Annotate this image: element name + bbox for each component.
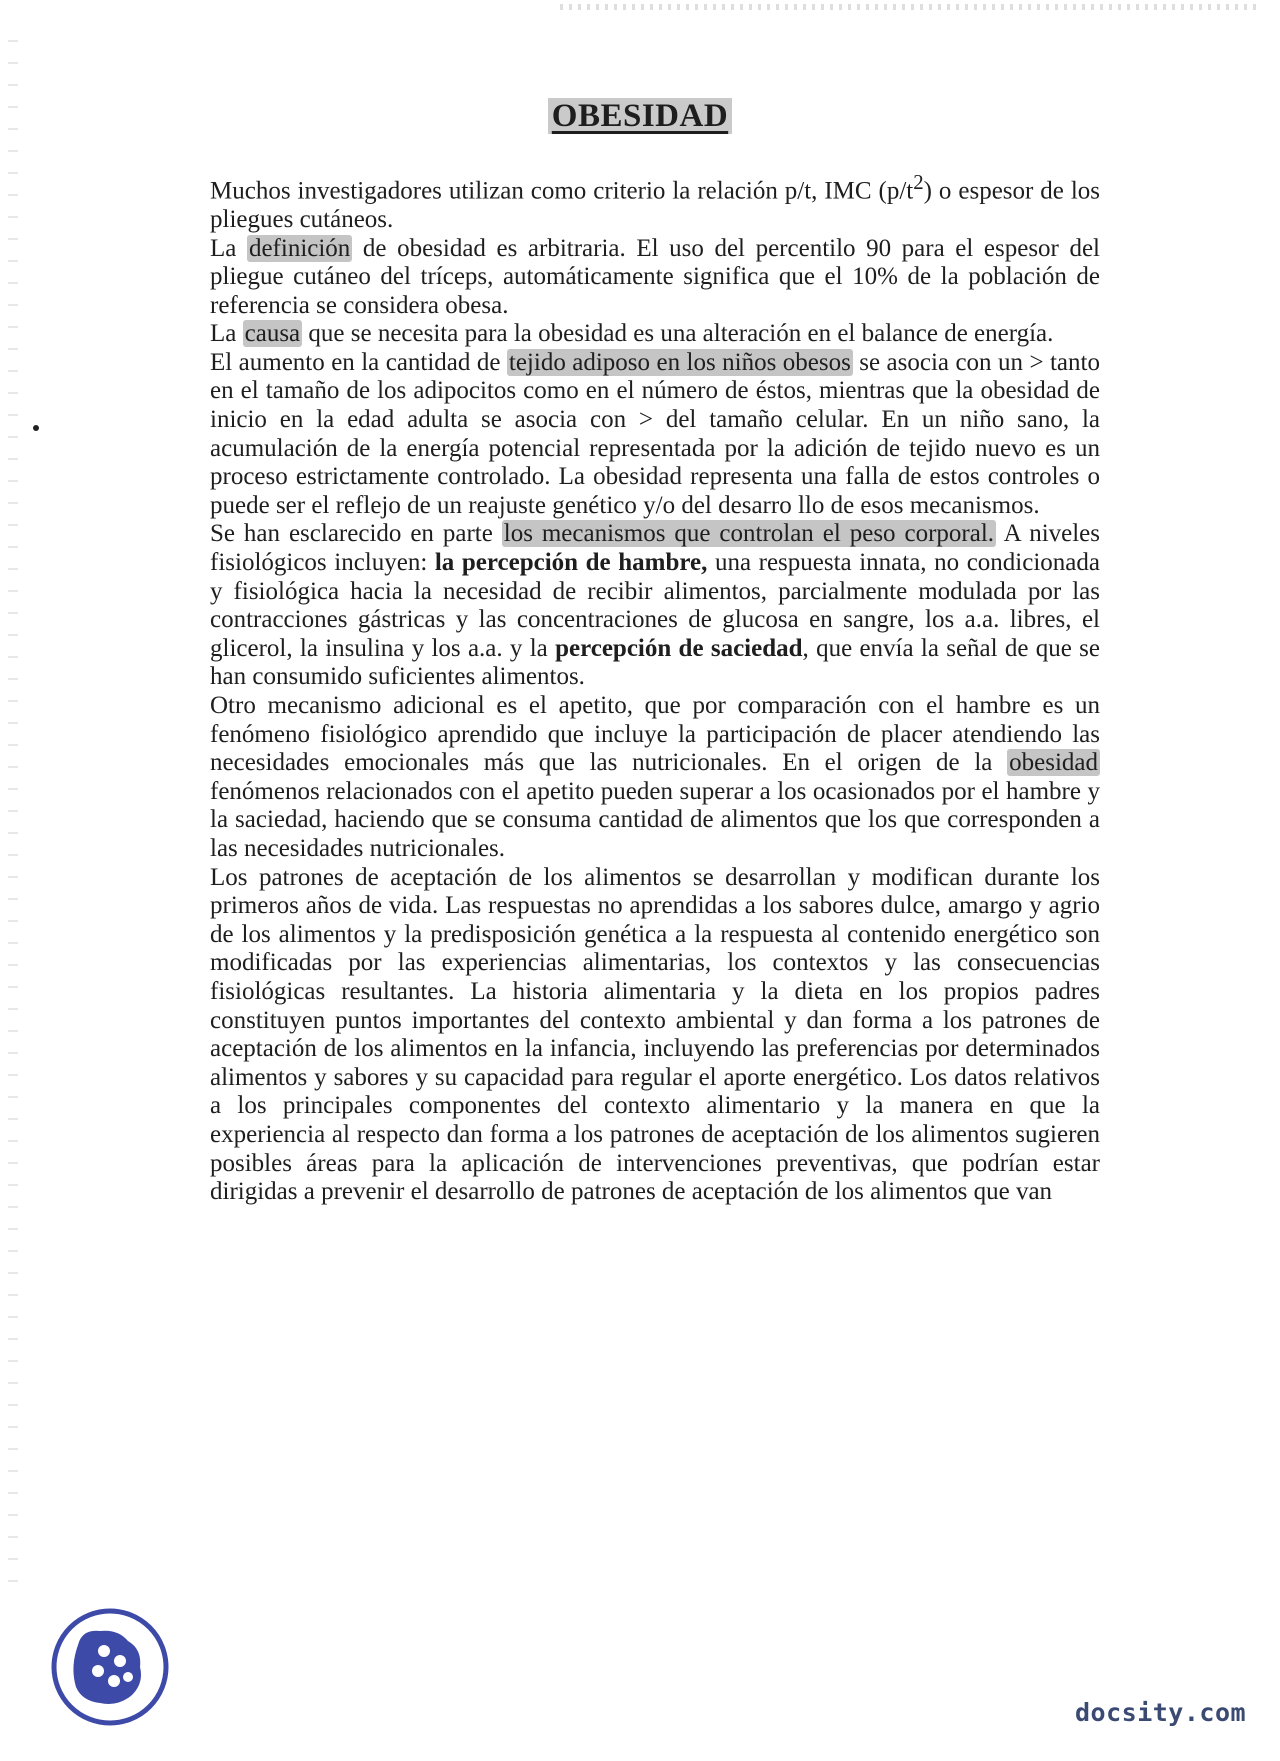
paragraph-text: de obesidad es arbitraria. El uso del percentilo 90 para el espesor del pliegue cutáneo del tríceps, automáticamente significa que el 10% de la población de referencia se considera obesa.: [210, 234, 1100, 319]
bold-text: percepción de saciedad: [555, 634, 803, 662]
document-body: [210, 168, 1100, 1207]
bold-text: la percepción de hambre,: [434, 549, 708, 577]
paragraph: [210, 349, 1100, 521]
docsity-logo-icon: [48, 1605, 172, 1729]
paragraph-text: Otro mecanismo adicional es el apetito, que por comparación con el hambre es un fenómeno fisiológico aprendido que incluye la participación de placer atendiendo las necesidades emocionales más que las nutricionales. En el origen de la: [210, 692, 1100, 777]
paragraph-text: El aumento en la cantidad de: [210, 348, 507, 376]
highlighted-text: definición: [248, 234, 351, 262]
paragraph-text: , que envía la señal de que se han consumido suficientes alimentos.: [210, 634, 1100, 691]
paragraph-text: La: [210, 320, 243, 348]
paragraph-text: Los patrones de aceptación de los alimentos se desarrollan y modifican durante los primeros años de vida. Las respuestas no aprendidas a los sabores dulce, amargo y agrio de los alimentos y la predisposición genética a la respuesta al contenido energético son modificadas por las experiencias alimentarias, los contextos y las consecuencias fisiológicas resultantes. La historia alimentaria y la dieta en los propios padres constituyen puntos importantes del contexto ambiental y dan forma a los patrones de aceptación de los alimentos en la infancia, incluyendo las preferencias por determinados alimentos y sabores y su capacidad para regular el aporte energético. Los datos relativos a los principales componentes del contexto alimentario y la manera en que la experiencia al respecto dan forma a los patrones de aceptación de los alimentos sugieren posibles áreas para la aplicación de intervenciones preventivas, que podrían estar dirigidas a prevenir el desarrollo de patrones de aceptación de los alimentos que van: [210, 863, 1100, 1206]
paragraph: [210, 692, 1100, 864]
highlighted-text: tejido adiposo en los niños obesos: [508, 348, 851, 376]
highlighted-text: obesidad: [1009, 749, 1098, 777]
paragraph: [210, 520, 1100, 692]
paragraph: [210, 168, 1100, 235]
highlighted-text: los mecanismos que controlan el peso corporal.: [503, 520, 995, 548]
paragraph-text: Se han esclarecido en parte: [210, 520, 502, 548]
paragraph-text: una respuesta innata, no condicionada y fisiológica hacia la necesidad de recibir alimentos, parcialmente modulada por las contracciones gástricas y las concentraciones de glucosa en sangre, los a.a. libres, el glicerol, la insulina y los a.a. y la: [210, 549, 1100, 662]
scan-artifact-left: [8, 40, 18, 1600]
highlighted-text: causa: [244, 320, 301, 348]
paragraph: [210, 320, 1100, 349]
page-title: [0, 98, 1280, 135]
page-title-text: OBESIDAD: [548, 98, 732, 134]
paragraph-text: Muchos investigadores utilizan como criterio la relación p/t, IMC (p/t: [210, 177, 914, 205]
superscript: 2: [913, 170, 924, 194]
paragraph-text: ) o espesor de los pliegues cutáneos.: [210, 177, 1100, 233]
paragraph: [210, 864, 1100, 1207]
paragraph-text: A niveles fisiológicos incluyen:: [210, 520, 1101, 577]
paragraph-text: fenómenos relacionados con el apetito pueden superar a los ocasionados por el hambre y la saciedad, haciendo que se consuma cantidad de alimentos que los que corresponden a las necesidades nutricionales.: [210, 777, 1100, 862]
paragraph-text: La: [210, 234, 247, 262]
paragraph: [210, 235, 1100, 321]
scan-dot: [33, 425, 39, 431]
scan-artifact-top: [560, 4, 1260, 10]
paragraph-text: se asocia con un > tanto en el tamaño de los adipocitos como en el número de éstos, mientras que la obesidad de inicio en la edad adulta se asocia con > del tamaño celular. En un niño sano, la acumulación de la energía potencial representada por la adición de tejido nuevo es un proceso estrictamente controlado. La obesidad representa una falla de estos controles o puede ser el reflejo de un reajuste genético y/o del desarro llo de esos mecanismos.: [210, 348, 1100, 519]
paragraph-text: que se necesita para la obesidad es una alteración en el balance de energía.: [302, 320, 1054, 348]
docsity-brand[interactable]: docsity.com: [1075, 1698, 1247, 1727]
